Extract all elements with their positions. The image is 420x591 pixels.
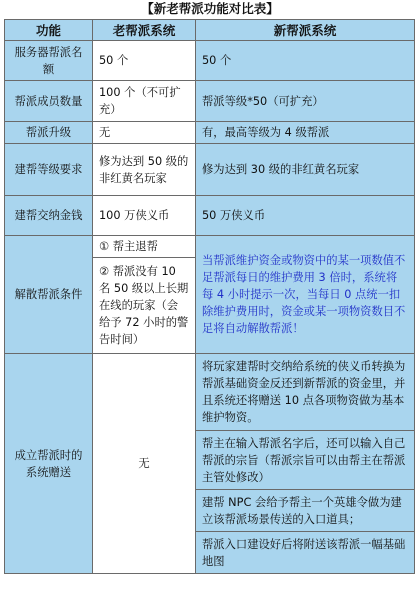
new-system-cell: 有，最高等级为 4 级帮派 xyxy=(196,122,415,144)
table-row xyxy=(5,122,415,144)
feature-cell: 成立帮派时的系统赠送 xyxy=(5,354,93,574)
feature-cell: 帮派成员数量 xyxy=(5,81,93,122)
table-row-gift-1 xyxy=(5,354,415,431)
old-system-cell: 修为达到 50 级的非红黄名玩家 xyxy=(93,144,196,196)
new-system-cell: 帮派入口建设好后将附送该帮派一幅基础地图 xyxy=(196,532,415,574)
table-header-row xyxy=(5,20,415,41)
table-row xyxy=(5,41,415,81)
new-system-cell xyxy=(196,236,415,354)
feature-cell: 解散帮派条件 xyxy=(5,236,93,354)
header-old-system: 老帮派系统 xyxy=(93,20,196,41)
page-title: 【新老帮派功能对比表】 xyxy=(141,1,279,16)
new-system-cell: 50 万侠义币 xyxy=(196,196,415,236)
old-system-cell: 无 xyxy=(93,122,196,144)
new-system-cell: 建帮 NPC 会给予帮主一个英雄令做为建立该帮派场景传送的入口道具； xyxy=(196,490,415,532)
header-feature: 功能 xyxy=(5,20,93,41)
table-row xyxy=(5,81,415,122)
feature-cell: 服务器帮派名额 xyxy=(5,41,93,81)
feature-cell: 建帮交纳金钱 xyxy=(5,196,93,236)
new-system-cell: 帮派等级*50（可扩充） xyxy=(196,81,415,122)
new-system-cell: 将玩家建帮时交纳给系统的侠义币转换为帮派基础资金反还到新帮派的资金里，并且系统还将赠送 10 点各项物资做为基本维护物资。 xyxy=(196,354,415,431)
feature-cell: 帮派升级 xyxy=(5,122,93,144)
new-system-cell: 50 个 xyxy=(196,41,415,81)
comparison-table xyxy=(4,19,415,574)
table-row xyxy=(5,144,415,196)
new-system-cell: 修为达到 30 级的非红黄名玩家 xyxy=(196,144,415,196)
old-system-cell: 100 万侠义币 xyxy=(93,196,196,236)
feature-cell: 建帮等级要求 xyxy=(5,144,93,196)
table-row xyxy=(5,196,415,236)
header-new-system: 新帮派系统 xyxy=(196,20,415,41)
old-system-cell: 100 个（不可扩充） xyxy=(93,81,196,122)
new-system-cell: 帮主在输入帮派名字后，还可以输入自己帮派的宗旨（帮派宗旨可以由帮主在帮派主管处修改） xyxy=(196,431,415,490)
old-system-cell: 无 xyxy=(93,354,196,574)
table-row-disband-a xyxy=(5,236,415,258)
old-system-cell: 50 个 xyxy=(93,41,196,81)
old-system-cell: ① 帮主退帮 xyxy=(93,236,196,258)
old-system-cell: ② 帮派没有 10 名 50 级以上长期在线的玩家（会给予 72 小时的警告时间） xyxy=(93,258,196,354)
disband-rule-text: 当帮派维护资金或物资中的某一项数值不足帮派每日的维护费用 3 倍时，系统将每 4 小时提示一次，当每日 0 点统一扣除维护费用时，资金或某一项物资数目不足将自动解散帮派！ xyxy=(202,254,406,335)
